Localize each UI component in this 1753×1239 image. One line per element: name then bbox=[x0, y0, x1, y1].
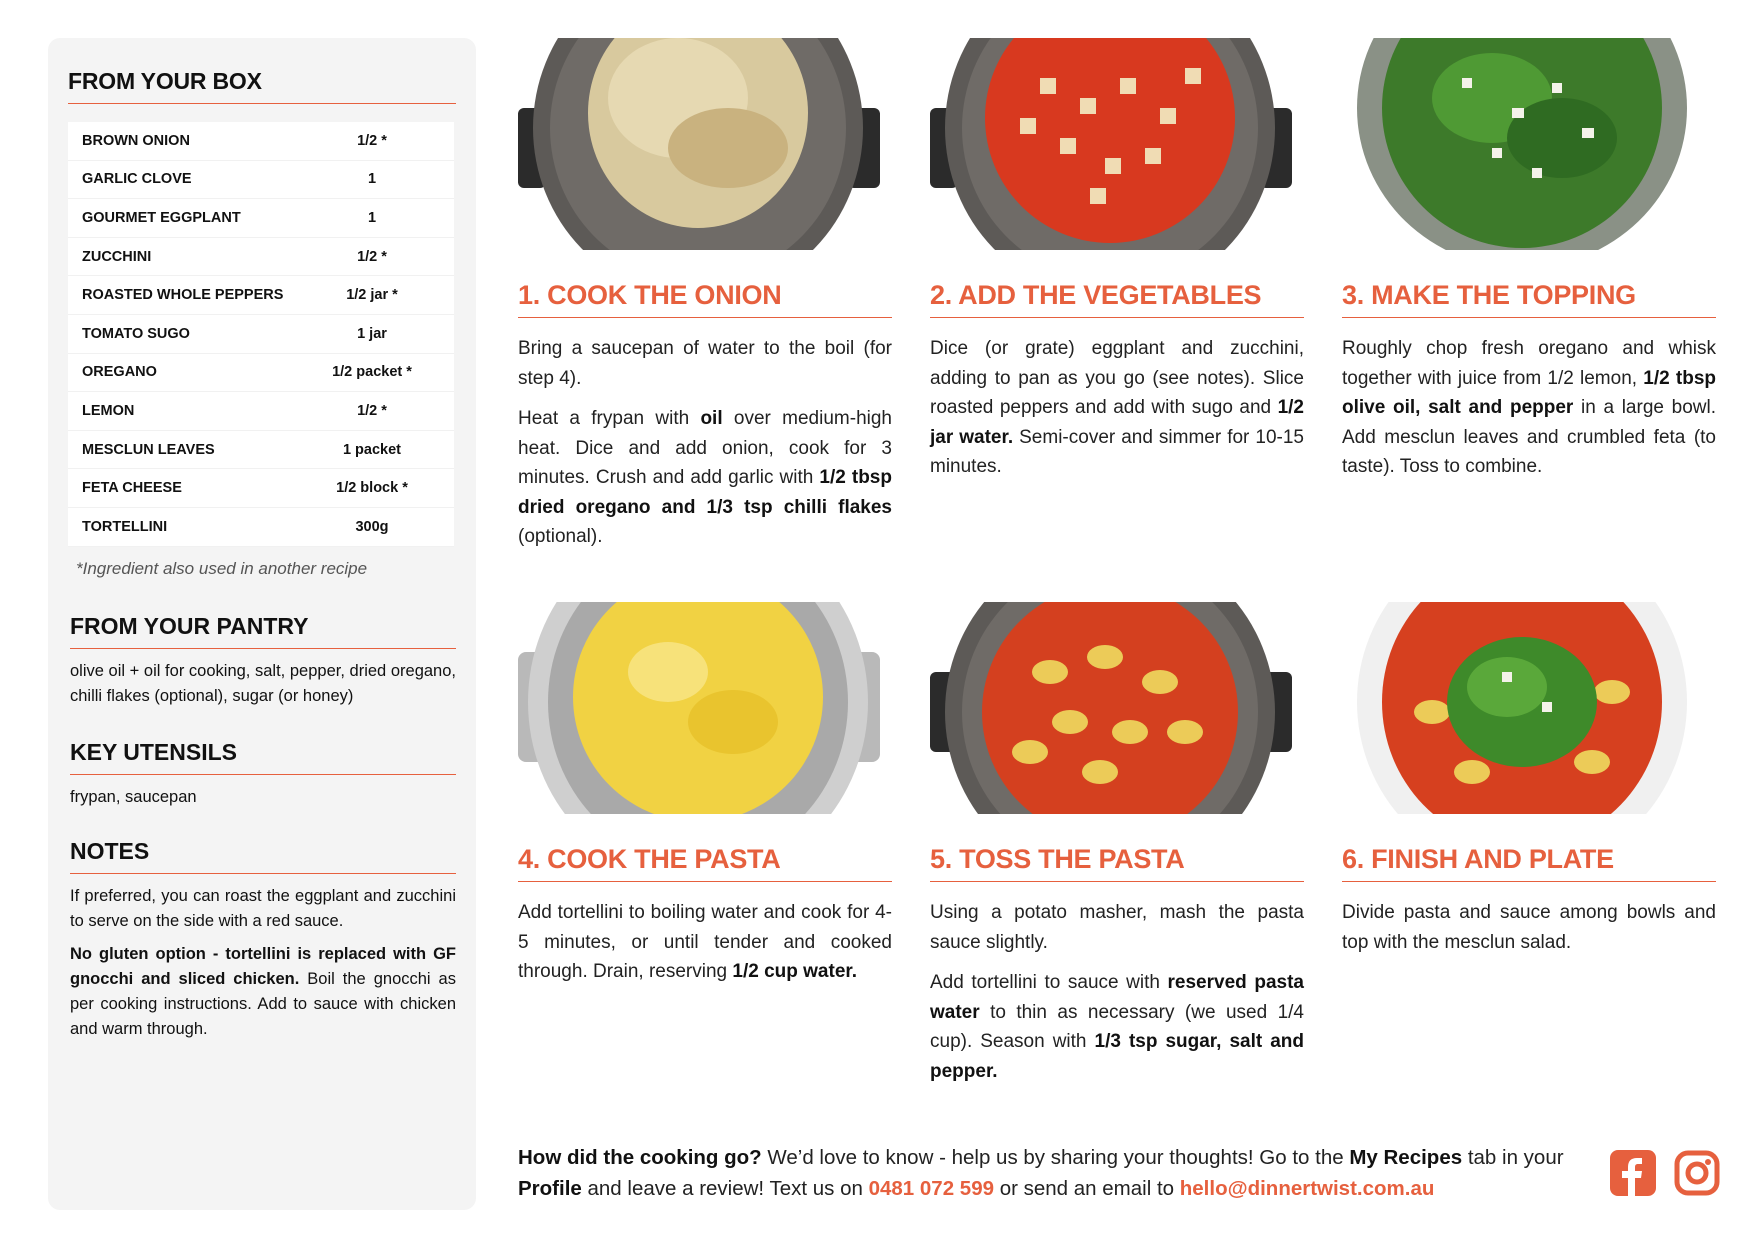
bold-text: oil bbox=[700, 408, 723, 429]
ingredient-name: OREGANO bbox=[82, 364, 157, 381]
text: or send an email to bbox=[994, 1177, 1180, 1200]
text: over medium-high heat. Dice and add onion, cook for 3 minutes. Crush and add garlic with bbox=[518, 408, 892, 488]
step-3 bbox=[1342, 38, 1716, 558]
ingredient-row bbox=[68, 431, 454, 470]
step-4 bbox=[518, 602, 892, 1102]
step-2 bbox=[930, 38, 1304, 558]
step-2-body bbox=[930, 334, 1304, 493]
notes-section bbox=[68, 838, 456, 1042]
text: We’d love to know - help us by sharing your thoughts! Go to the bbox=[761, 1146, 1350, 1169]
step-6-body bbox=[1342, 898, 1716, 968]
step-6-title: 6. FINISH AND PLATE bbox=[1342, 844, 1716, 882]
text: Roughly chop fresh oregano and whisk together with juice from 1/2 lemon, bbox=[1342, 338, 1716, 389]
ingredient-row bbox=[68, 354, 454, 393]
step-5-title: 5. TOSS THE PASTA bbox=[930, 844, 1304, 882]
step-4-body bbox=[518, 898, 892, 998]
step-1-photo bbox=[518, 38, 880, 250]
pantry-title: FROM YOUR PANTRY bbox=[70, 613, 456, 649]
ingredients-table bbox=[68, 122, 454, 547]
ingredient-row bbox=[68, 199, 454, 238]
step-4-photo bbox=[518, 602, 880, 814]
ingredient-name: GOURMET EGGPLANT bbox=[82, 209, 241, 226]
text: (optional). bbox=[518, 526, 603, 547]
bold-text: 1/2 jar water. bbox=[930, 397, 1304, 448]
ingredient-qty: 1 packet bbox=[342, 441, 402, 458]
pantry-section bbox=[68, 613, 456, 709]
ingredient-row bbox=[68, 469, 454, 508]
ingredient-name: TORTELLINI bbox=[82, 518, 168, 535]
step-1-p2 bbox=[518, 404, 892, 552]
notes-p2-rest: Boil the gnocchi as per cooking instructions. Add to sauce with chicken and warm through. bbox=[70, 969, 456, 1038]
bold-text: 1/2 tbsp dried oregano and 1/3 tsp chilli flakes bbox=[518, 467, 892, 518]
ingredient-qty: 1/2 packet * bbox=[332, 364, 412, 381]
bold-text: 1/3 tsp sugar, salt and pepper. bbox=[930, 1031, 1304, 1082]
step-5-body bbox=[930, 898, 1304, 1097]
ingredient-row bbox=[68, 238, 454, 277]
ingredient-qty: 1/2 jar * bbox=[346, 287, 398, 304]
ingredient-qty: 1/2 block * bbox=[336, 480, 408, 497]
step-6-photo bbox=[1342, 602, 1704, 814]
ingredient-qty: 1 jar bbox=[357, 325, 387, 342]
step-2-p1 bbox=[930, 334, 1304, 482]
step-5-photo bbox=[930, 602, 1292, 814]
text: Add tortellini to boiling water and cook for 4-5 minutes, or until tender and cooked through. Drain, reserving bbox=[518, 902, 892, 982]
step-3-body bbox=[1342, 334, 1716, 493]
facebook-icon[interactable] bbox=[1610, 1150, 1656, 1196]
ingredients-sidebar bbox=[48, 38, 476, 1210]
notes-p2 bbox=[70, 942, 456, 1042]
profile-link[interactable]: Profile bbox=[518, 1177, 582, 1200]
pantry-text: olive oil + oil for cooking, salt, pepper, dried oregano, chilli flakes (optional), sugar (or honey) bbox=[70, 661, 456, 705]
email-link[interactable]: hello@dinnertwist.com.au bbox=[1179, 1177, 1435, 1200]
ingredient-row bbox=[68, 508, 454, 547]
step-6-p1: Divide pasta and sauce among bowls and top with the mesclun salad. bbox=[1342, 902, 1716, 953]
ingredient-name: LEMON bbox=[82, 402, 135, 419]
ingredient-name: BROWN ONION bbox=[82, 132, 190, 149]
step-4-title: 4. COOK THE PASTA bbox=[518, 844, 892, 882]
ingredient-footnote: *Ingredient also used in another recipe bbox=[76, 558, 368, 578]
feedback-footer bbox=[518, 1142, 1568, 1204]
step-2-title: 2. ADD THE VEGETABLES bbox=[930, 280, 1304, 318]
ingredient-qty: 300g bbox=[355, 518, 389, 535]
ingredient-name: TOMATO SUGO bbox=[82, 325, 190, 342]
step-5-p2 bbox=[930, 968, 1304, 1086]
ingredient-qty: 1/2 * bbox=[357, 248, 387, 265]
ingredient-name: FETA CHEESE bbox=[82, 480, 182, 497]
ingredient-name: ROASTED WHOLE PEPPERS bbox=[82, 287, 284, 304]
text: Add tortellini to sauce with bbox=[930, 972, 1168, 993]
ingredient-row bbox=[68, 161, 454, 200]
ingredient-qty: 1 bbox=[367, 171, 377, 188]
step-1-title: 1. COOK THE ONION bbox=[518, 280, 892, 318]
ingredient-row bbox=[68, 315, 454, 354]
bold-text: 1/2 cup water. bbox=[732, 961, 858, 982]
step-1-body bbox=[518, 334, 892, 563]
ingredient-name: ZUCCHINI bbox=[82, 248, 152, 265]
bold-text: reserved pasta water bbox=[930, 972, 1304, 1023]
step-6 bbox=[1342, 602, 1716, 1102]
ingredient-qty: 1/2 * bbox=[357, 402, 387, 419]
footer-question: How did the cooking go? bbox=[518, 1146, 762, 1169]
box-title: FROM YOUR BOX bbox=[68, 68, 456, 104]
bold-text: 1/2 tbsp olive oil, salt and pepper bbox=[1342, 367, 1716, 418]
utensils-title: KEY UTENSILS bbox=[70, 739, 456, 775]
ingredient-qty: 1/2 * bbox=[357, 132, 387, 149]
step-3-title: 3. MAKE THE TOPPING bbox=[1342, 280, 1716, 318]
step-1 bbox=[518, 38, 892, 558]
step-2-photo bbox=[930, 38, 1292, 250]
step-4-p1 bbox=[518, 898, 892, 987]
my-recipes-link[interactable]: My Recipes bbox=[1349, 1146, 1463, 1169]
ingredient-name: GARLIC CLOVE bbox=[82, 171, 192, 188]
notes-p1: If preferred, you can roast the eggplant and zucchini to serve on the side with a red sauce. bbox=[70, 886, 456, 930]
ingredient-name: MESCLUN LEAVES bbox=[82, 441, 215, 458]
notes-p2-bold: No gluten option - tortellini is replaced with GF gnocchi and sliced chicken. bbox=[70, 944, 456, 988]
ingredient-row bbox=[68, 392, 454, 431]
utensils-section bbox=[68, 739, 456, 810]
notes-title: NOTES bbox=[70, 838, 456, 874]
phone-link[interactable]: 0481 072 599 bbox=[868, 1177, 994, 1200]
step-3-photo bbox=[1342, 38, 1704, 250]
instagram-icon[interactable] bbox=[1674, 1150, 1720, 1196]
text: Dice (or grate) eggplant and zucchini, adding to pan as you go (see notes). Slice roasted peppers and add with sugo and bbox=[930, 338, 1304, 418]
text: Heat a frypan with bbox=[518, 408, 701, 429]
step-3-p1 bbox=[1342, 334, 1716, 482]
text: to thin as necessary (we used 1/4 cup). Season with bbox=[930, 1001, 1304, 1052]
text: in a large bowl. Add mesclun leaves and crumbled feta (to taste). Toss to combine. bbox=[1342, 397, 1716, 477]
step-1-p1: Bring a saucepan of water to the boil (for step 4). bbox=[518, 338, 892, 389]
ingredient-row bbox=[68, 122, 454, 161]
text: Semi-cover and simmer for 10-15 minutes. bbox=[930, 426, 1304, 477]
ingredient-row bbox=[68, 276, 454, 315]
text: tab in your bbox=[1462, 1146, 1564, 1169]
step-5-p1: Using a potato masher, mash the pasta sauce slightly. bbox=[930, 902, 1304, 953]
text: and leave a review! Text us on bbox=[581, 1177, 869, 1200]
ingredient-qty: 1 bbox=[367, 209, 377, 226]
utensils-text: frypan, saucepan bbox=[70, 787, 197, 806]
step-5 bbox=[930, 602, 1304, 1102]
